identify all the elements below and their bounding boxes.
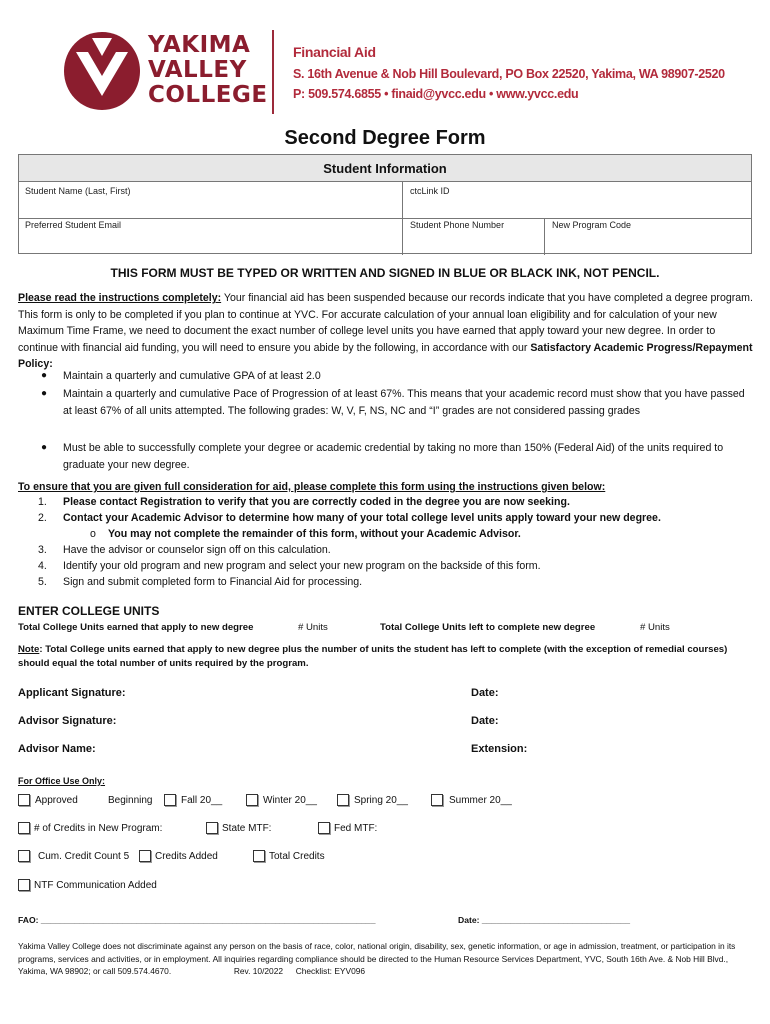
department-address: S. 16th Avenue & Nob Hill Boulevard, PO Box 22520, Yakima, WA 98907-2520 <box>293 67 725 81</box>
total-credits-label: Total Credits <box>269 851 325 862</box>
winter-label: Winter 20__ <box>263 795 317 806</box>
approved-label: Approved <box>35 795 78 806</box>
intro-paragraph <box>18 290 753 373</box>
step-text: Please contact Registration to verify that you are correctly coded in the degree you are now seeking. <box>63 496 570 508</box>
bullet-icon: ● <box>41 442 48 453</box>
fed-mtf-checkbox[interactable] <box>318 822 330 834</box>
step-number: 1. <box>38 496 47 508</box>
applicant-signature-field[interactable]: Applicant Signature: <box>18 687 126 699</box>
ink-warning: THIS FORM MUST BE TYPED OR WRITTEN AND SIGNED IN BLUE OR BLACK INK, NOT PENCIL. <box>110 266 660 280</box>
table-divider <box>544 218 545 255</box>
substep-text: You may not complete the remainder of this form, without your Academic Advisor. <box>108 528 521 540</box>
extension-field[interactable]: Extension: <box>471 743 528 755</box>
units-heading: ENTER COLLEGE UNITS <box>18 604 160 618</box>
step-text: Identify your old program and new program and select your new program on the backside of this form. <box>63 560 541 572</box>
step-text: Have the advisor or counselor sign off on this calculation. <box>63 544 331 556</box>
ctclink-id-field[interactable]: ctcLink ID <box>410 186 450 196</box>
cum-credit-checkbox[interactable] <box>18 850 30 862</box>
list-item: Maintain a quarterly and cumulative Pace of Progression of at least 67%. This means that your academic record must show that you have passed at least 67% of all units attempted. The following grades: W, V, F, NS, NC and “I” grades are not considered passing grades <box>63 388 745 417</box>
intro-body: Your financial aid has been suspended because our records indicate that you have completed a degree program. This form is only to be completed if you plan to continue at YVC. For accurate calculation of your annual loan eligibility and for calculation of your new Maximum Time Frame, we need to document the exact number of college level units you have earned that apply toward your new degree. In order to continue with financial aid funding, you will need to ensure you abide by the following, in accordance with our <box>18 292 753 354</box>
fall-checkbox[interactable] <box>164 794 176 806</box>
steps-intro <box>18 481 605 493</box>
bullet-icon: ● <box>41 388 48 399</box>
logo-line-3: COLLEGE <box>148 82 268 108</box>
units-left-label: Total College Units left to complete new degree <box>380 622 596 633</box>
header-divider <box>272 30 274 114</box>
spring-checkbox[interactable] <box>337 794 349 806</box>
applicant-date-field[interactable]: Date: <box>471 687 499 699</box>
college-wordmark <box>148 33 268 108</box>
units-earned-label: Total College Units earned that apply to new degree <box>18 622 254 633</box>
checklist-code: Checklist: EYV096 <box>295 966 366 976</box>
step-number: 4. <box>38 560 47 572</box>
student-email-field[interactable]: Preferred Student Email <box>25 220 122 230</box>
requirements-list <box>0 368 770 478</box>
units-note <box>18 643 753 671</box>
credits-added-label: Credits Added <box>155 851 218 862</box>
fed-mtf-label: Fed MTF: <box>334 823 378 834</box>
logo-line-1: YAKIMA <box>148 32 251 58</box>
fao-field[interactable]: FAO: ______________________________________________________________________ <box>18 915 376 925</box>
step-number: 3. <box>38 544 47 556</box>
units-earned-field[interactable]: # Units <box>298 622 328 633</box>
credits-new-program-label: # of Credits in New Program: <box>34 823 163 834</box>
revision-date: Rev. 10/2022 <box>233 966 284 976</box>
cum-credit-label: Cum. Credit Count 5 <box>38 851 130 862</box>
substep-marker: o <box>90 528 96 540</box>
college-logo-icon <box>62 30 142 112</box>
step-text: Contact your Academic Advisor to determine how many of your total college level units apply toward your new degree. <box>63 512 661 524</box>
advisor-name-field[interactable]: Advisor Name: <box>18 743 96 755</box>
beginning-label: Beginning <box>108 795 153 806</box>
student-name-field[interactable]: Student Name (Last, First) <box>25 186 131 196</box>
department-contact: P: 509.574.6855 • finaid@yvcc.edu • www.yvcc.edu <box>293 87 579 101</box>
note-lead: Note <box>18 644 40 655</box>
office-use-heading: For Office Use Only: <box>18 776 106 786</box>
spring-label: Spring 20__ <box>354 795 408 806</box>
ntf-communication-label: NTF Communication Added <box>34 880 157 891</box>
table-divider <box>402 182 403 255</box>
intro-lead: Please read the instructions completely: <box>18 292 222 304</box>
state-mtf-checkbox[interactable] <box>206 822 218 834</box>
student-info-table <box>18 154 752 254</box>
note-text: : Total College units earned that apply to new degree plus the number of units the student has left to complete (with the exception of remedial courses) should equal the total number of units required by the program. <box>18 644 728 669</box>
steps-intro-text: To ensure that you are given full consideration for aid, please complete this form using the instructions given below: <box>18 481 606 493</box>
student-phone-field[interactable]: Student Phone Number <box>410 220 505 230</box>
state-mtf-label: State MTF: <box>222 823 272 834</box>
list-item: Must be able to successfully complete your degree or academic credential by taking no more than 150% (Federal Aid) of the units required to graduate your new degree. <box>63 442 724 471</box>
page-title: Second Degree Form <box>284 127 486 149</box>
summer-checkbox[interactable] <box>431 794 443 806</box>
advisor-signature-field[interactable]: Advisor Signature: <box>18 715 117 727</box>
table-divider <box>19 218 751 219</box>
ntf-communication-checkbox[interactable] <box>18 879 30 891</box>
list-item: Maintain a quarterly and cumulative GPA of at least 2.0 <box>63 370 321 382</box>
bullet-icon: ● <box>41 370 48 381</box>
credits-new-program-checkbox[interactable] <box>18 822 30 834</box>
step-number: 5. <box>38 576 47 588</box>
department-name: Financial Aid <box>293 44 376 60</box>
new-program-code-field[interactable]: New Program Code <box>552 220 632 230</box>
step-number: 2. <box>38 512 47 524</box>
approved-checkbox[interactable] <box>18 794 30 806</box>
footer-text: Yakima Valley College does not discriminate against any person on the basis of race, color, national origin, disability, sex, genetic information, or age in admission, treatment, or participation in its programs, services and activities, or in employment. All inquiries regarding compliance should be directed to the Human Resource Services Department, YVC, South 16th Ave. & Nob Hill Blvd., Yakima, WA 98902; or call 509.574.4670. <box>18 941 736 976</box>
winter-checkbox[interactable] <box>246 794 258 806</box>
logo-line-2: VALLEY <box>148 57 247 83</box>
student-info-heading: Student Information <box>19 155 751 182</box>
step-text: Sign and submit completed form to Financial Aid for processing. <box>63 576 363 588</box>
credits-added-checkbox[interactable] <box>139 850 151 862</box>
nondiscrimination-statement <box>18 940 753 978</box>
sap-policy: Satisfactory Academic Progress/Repayment Policy: <box>18 341 753 370</box>
total-credits-checkbox[interactable] <box>253 850 265 862</box>
advisor-date-field[interactable]: Date: <box>471 715 499 727</box>
summer-label: Summer 20__ <box>449 795 512 806</box>
fall-label: Fall 20__ <box>181 795 223 806</box>
fao-date-field[interactable]: Date: _______________________________ <box>458 915 631 925</box>
units-left-field[interactable]: # Units <box>640 622 670 633</box>
steps-list <box>0 496 770 596</box>
